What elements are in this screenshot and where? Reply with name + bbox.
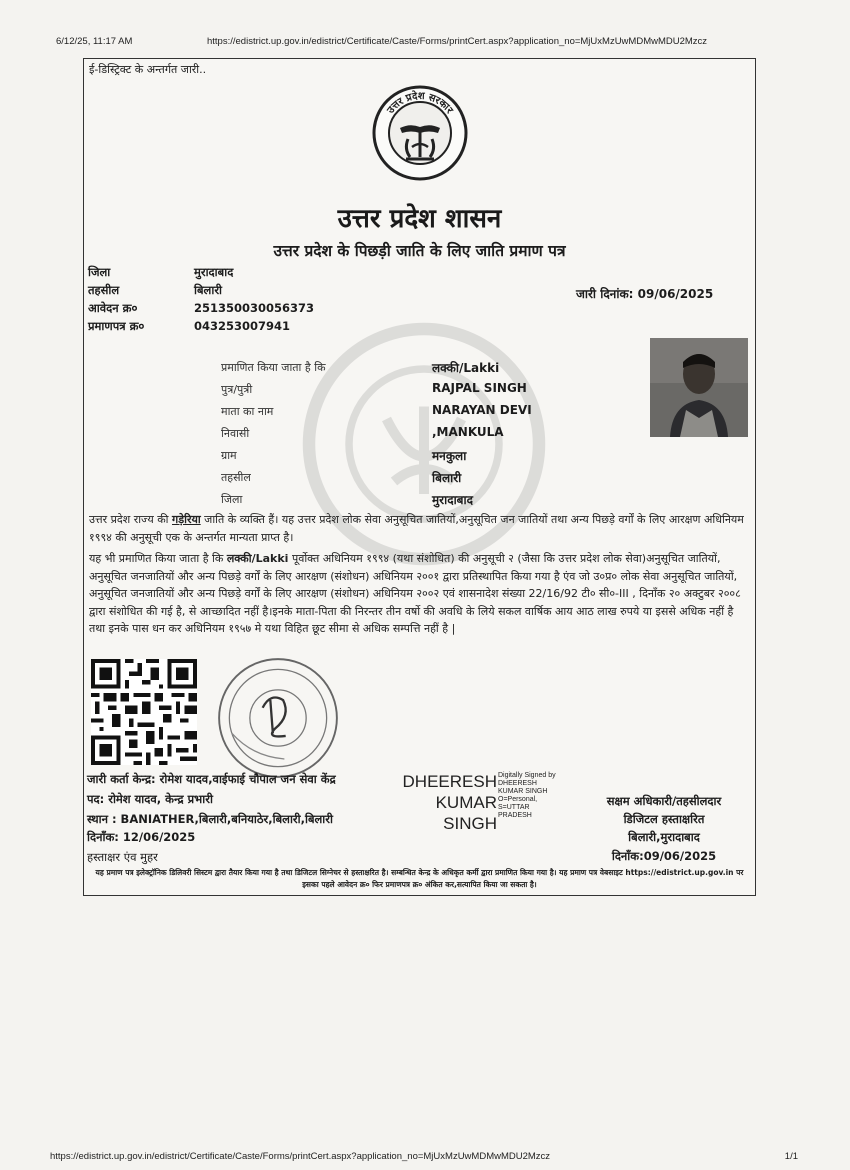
caste-paragraph-start: उत्तर प्रदेश राज्य की — [89, 513, 173, 526]
application-number-label: आवेदन क्र० — [88, 301, 138, 315]
signer-line-1: DHEERESH — [402, 772, 497, 791]
caste-paragraph — [89, 511, 749, 546]
certificate-number-value: 043253007941 — [194, 319, 291, 333]
print-timestamp: 6/12/25, 11:17 AM — [56, 36, 133, 47]
tehsil-value: बिलारी — [194, 283, 223, 297]
signer-line-2: KUMAR — [435, 793, 497, 812]
digital-signer-name — [384, 771, 497, 834]
eligibility-name: लक्की/Lakki — [226, 552, 289, 565]
person-photo-icon — [650, 338, 748, 437]
signer-line-3: SINGH — [443, 814, 497, 833]
digitally-signed-label: डिजिटल हस्ताक्षरित — [623, 812, 705, 826]
village-value: मनकुला — [432, 449, 467, 463]
up-government-emblem — [370, 83, 470, 183]
print-url: https://edistrict.up.gov.in/edistrict/Certificate/Caste/Forms/printCert.aspx?application_no=MjUxMzUwMDMwMDU2Mzcz — [207, 36, 708, 47]
issue-date: जारी दिनांक: 09/06/2025 — [576, 287, 714, 301]
caste-name: गड़ेरिया — [172, 513, 201, 526]
page-number: 1/1 — [784, 1151, 798, 1162]
center-date: दिनाँक: 12/06/2025 — [87, 830, 196, 844]
certify-label: प्रमाणित किया जाता है कि — [221, 361, 326, 374]
verification-footnote: यह प्रमाण पत्र इलेक्ट्रॉनिक डिलिवरी सिस्टम द्वारा तैयार किया गया है तथा डिजिटल सिग्नेचर से हस्ताक्षरित है। सम्बन्धित केन्द्र के अधिकृत कर्मी द्वारा प्रमाणित किया गया है। यह प्रमाण पत्र वेबसाइट https://edistrict.up.gov.in पर इसका पहले आवेदन क्र० फिर प्रमाणपत्र क्र० अंकित कर,सत्यापित किया जा सकता है। — [95, 868, 744, 889]
place: स्थान : BANIATHER,बिलारी,बनियाठेर,बिलारी,बिलारी — [87, 812, 333, 826]
qr-code-icon — [91, 659, 197, 765]
person-district-label: जिला — [221, 493, 243, 506]
signature-stamp-label: हस्ताक्षर एंव मुहर — [87, 850, 158, 864]
district-label: जिला — [88, 265, 111, 279]
print-header — [56, 36, 810, 50]
applicant-photo — [650, 338, 748, 437]
authority-place: बिलारी,मुरादाबाद — [628, 830, 700, 844]
eligibility-paragraph-start: यह भी प्रमाणित किया जाता है कि — [89, 552, 227, 565]
caste-certificate — [83, 58, 756, 896]
applicant-name: लक्की/Lakki — [432, 361, 500, 375]
authority-date: दिनाँक:09/06/2025 — [611, 849, 717, 863]
application-number-value: 251350030056373 — [194, 301, 315, 315]
official-seal-stamp — [214, 654, 342, 782]
certificate-subtitle: उत्तर प्रदेश के पिछड़ी जाति के लिए जाति प्रमाण पत्र — [273, 242, 566, 260]
person-district-value: मुरादाबाद — [432, 493, 474, 507]
district-value: मुरादाबाद — [194, 265, 234, 279]
certificate-number-label: प्रमाणपत्र क्र० — [88, 319, 145, 333]
print-footer — [50, 1151, 810, 1165]
emblem-icon — [370, 83, 470, 183]
person-tehsil-value: बिलारी — [432, 471, 462, 485]
child-of-label: पुत्र/पुत्री — [221, 383, 253, 396]
digital-signature-info: Digitally Signed by DHEERESH KUMAR SINGH O=Personal, S=UTTAR PRADESH — [498, 772, 556, 819]
person-tehsil-label: तहसील — [221, 471, 251, 484]
issuing-center: जारी कर्ता केन्द्र: रोमेश यादव,वाईफाई चौपाल जन सेवा केंद्र — [87, 772, 336, 786]
print-footer-url: https://edistrict.up.gov.in/edistrict/Certificate/Caste/Forms/printCert.aspx?application_no=MjUxMzUwMDMwMDU2Mzcz — [50, 1151, 551, 1162]
eligibility-paragraph-end: पूर्वोक्त अधिनियम १९९४ (यथा संशोधित) की अनुसूची २ (जैसा कि उत्तर प्रदेश लोक सेवा)अनुसूचित जातियों, अनुसूचित जनजातियों और अन्य पिछड़े वर्गों के लिए आरक्षण (संशोधन) अधिनियम २००१ द्वारा प्रतिस्थापित किया गया है एंव जो उ०प्र० लोक सेवा अनुसूचित जातियों, अनुसूचित जनजातियों और अन्य पिछड़े वर्गों के लिए आरक्षण (संशोधन) अधिनियम २००२ एवं शासनादेश संख्या 22/16/92 टी० सी०-III , दिनाँक २० अक्टुबर २००८ द्वारा संशोधित की गई है, से आच्छादित नहीं है।इनके माता-पिता की निरन्तर तीन वर्षो की अवधि के लिये सकल वार्षिक आय आठ लाख रुपये या इससे अधिक नहीं है तथा इनके पास धन कर अधिनियम १९५७ मे यथा विहित छूट सीमा से अधिक सम्पत्ति नहीं है | — [89, 552, 741, 635]
eligibility-paragraph — [89, 550, 749, 638]
designation: पद: रोमेश यादव, केन्द्र प्रभारी — [87, 792, 213, 806]
mother-name: NARAYAN DEVI — [432, 403, 532, 417]
mother-label: माता का नाम — [221, 405, 274, 418]
caste-paragraph-end: जाति के व्यक्ति हैं। यह उत्तर प्रदेश लोक सेवा अनुसूचित जातियों,अनुसूचित जन जातियों तथा अन्य पिछड़े वर्गों के लिए आरक्षण अधिनियम १९९४ की अनुसूची एक के अन्तर्गत मान्यता प्राप्त है। — [89, 513, 744, 544]
issued-under-text: ई-डिस्ट्रिक्ट के अन्तर्गत जारी.. — [89, 63, 207, 76]
tehsil-label: तहसील — [88, 283, 120, 297]
emblem-text: उत्तर प्रदेश सरकार — [385, 90, 455, 116]
father-name: RAJPAL SINGH — [432, 381, 527, 395]
village-label: ग्राम — [221, 449, 237, 462]
resident-value: ,MANKULA — [432, 425, 504, 439]
authority-title: सक्षम अधिकारी/तहसीलदार — [606, 794, 722, 808]
certificate-title: उत्तर प्रदेश शासन — [337, 204, 502, 234]
resident-label: निवासी — [221, 427, 250, 440]
